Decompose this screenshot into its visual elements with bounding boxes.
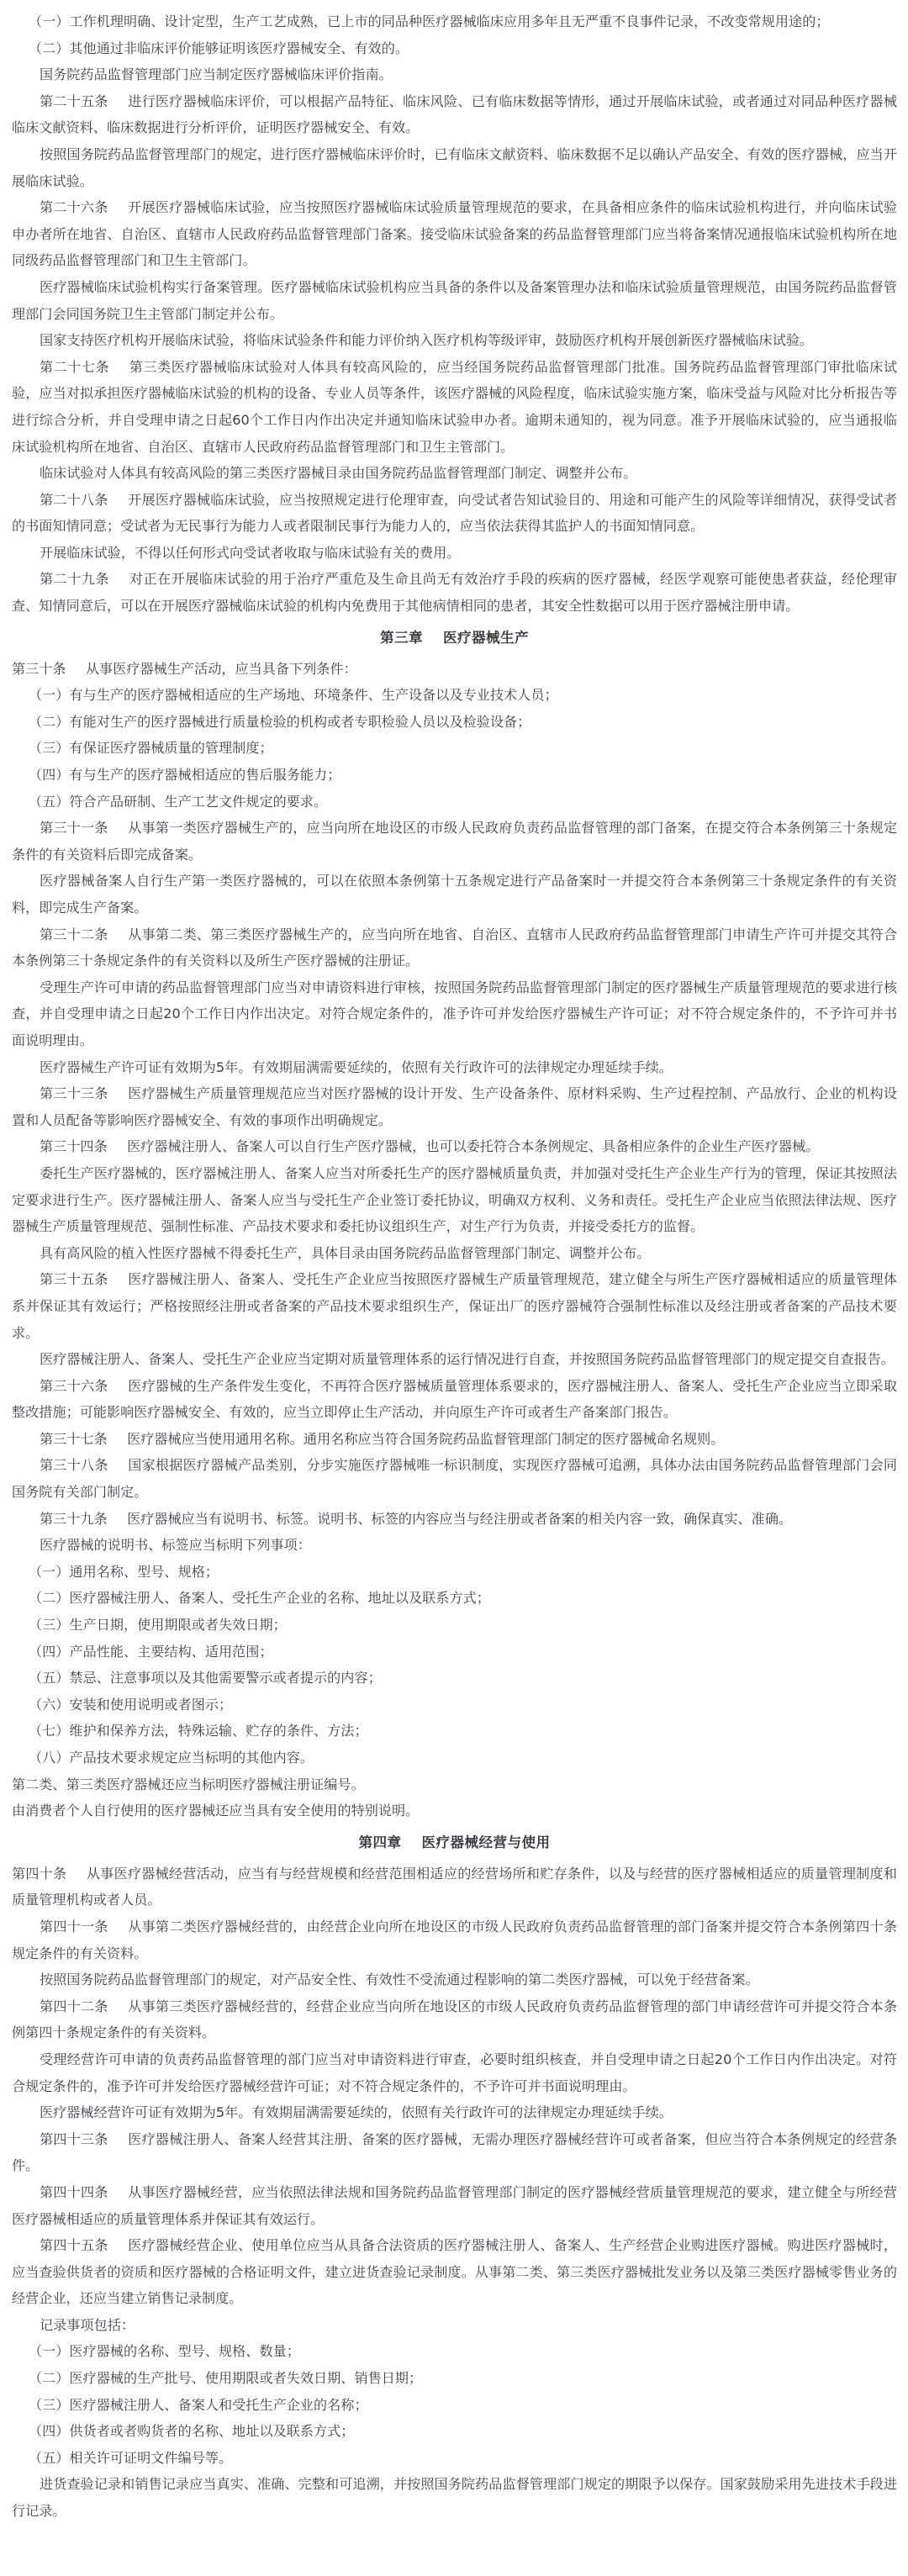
- list-item: [12, 1718, 897, 1745]
- body-paragraph: [12, 1771, 897, 1798]
- list-item: [12, 762, 897, 789]
- paragraph-text: 医疗器械临床试验机构实行备案管理。医疗器械临床试验机构应当具备的条件以及备案管理办法和临床试验质量管理规范，由国务院药品监督管理部门会同国务院卫生主管部门制定并公布。: [12, 278, 897, 322]
- article-label: 第三十九条: [40, 1510, 108, 1527]
- article-paragraph: [12, 88, 897, 141]
- paragraph-text: 委托生产医疗器械的，医疗器械注册人、备案人应当对所委托生产的医疗器械质量负责，并加强对受托生产企业生产行为的管理，保证其按照法定要求进行生产。医疗器械注册人、备案人应当与受托生产企业签订委托协议，明确双方权利、义务和责任。受托生产企业应当依照法律法规、医疗器械生产质量管理规范、强制性标准、产品技术要求和委托协议组织生产，对生产行为负责，并接受委托方的监督。: [12, 1164, 897, 1235]
- article-paragraph: [12, 815, 897, 868]
- article-text: 对正在开展临床试验的用于治疗严重危及生命且尚无有效治疗手段的疾病的医疗器械，经医学观察可能使患者获益，经伦理审查、知情同意后，可以在开展医疗器械临床试验的机构内免费用于其他病情相同的患者，其安全性数据可以用于医疗器械注册申请。: [12, 571, 898, 615]
- article-paragraph: [12, 1266, 897, 1346]
- chapter-heading: [12, 622, 897, 654]
- article-label: 第四十五条: [40, 2237, 108, 2254]
- article-label: 第三十六条: [40, 1377, 108, 1394]
- body-paragraph: [12, 2471, 897, 2524]
- paragraph-text: （五）相关许可证明文件编号等。: [29, 2449, 233, 2466]
- paragraph-text: （二）其他通过非临床评价能够证明该医疗器械安全、有效的。: [29, 40, 409, 56]
- paragraph-text: 国务院药品监督管理部门应当制定医疗器械临床评价指南。: [40, 66, 393, 83]
- body-paragraph: [12, 460, 897, 487]
- paragraph-text: （四）产品性能、主要结构、适用范围；: [29, 1643, 273, 1660]
- body-paragraph: [12, 1346, 897, 1373]
- article-paragraph: [12, 921, 897, 974]
- article-paragraph: [12, 1861, 897, 1914]
- paragraph-text: （六）安装和使用说明或者图示；: [29, 1696, 233, 1713]
- paragraph-text: （三）生产日期，使用期限或者失效日期；: [29, 1617, 287, 1634]
- list-item: [12, 709, 897, 736]
- paragraph-text: 按照国务院药品监督管理部门的规定，对产品安全性、有效性不受流通过程影响的第二类医疗器械，可以免于经营备案。: [40, 1972, 759, 1988]
- paragraph-text: （二）医疗器械的生产批号、使用期限或者失效日期、销售日期；: [29, 2370, 423, 2387]
- paragraph-text: 记录事项包括：: [40, 2316, 135, 2333]
- article-paragraph: [12, 1506, 897, 1533]
- article-paragraph: [12, 1914, 897, 1966]
- article-paragraph: [12, 2179, 897, 2232]
- article-text: 医疗器械注册人、备案人、受托生产企业应当按照医疗器械生产质量管理规范，建立健全与所生产医疗器械相适应的质量管理体系并保证其有效运行；严格按照经注册或者备案的产品技术要求组织生产，保证出厂的医疗器械符合强制性标准以及经注册或者备案的产品技术要求。: [12, 1271, 897, 1341]
- article-paragraph: [12, 1133, 897, 1160]
- body-paragraph: [12, 2099, 897, 2126]
- chapter-heading: [12, 1827, 897, 1859]
- chapter-name: 医疗器械生产: [443, 629, 529, 646]
- list-item: [12, 2365, 897, 2392]
- paragraph-text: （一）医疗器械的名称、型号、规格、数量；: [29, 2343, 300, 2360]
- article-paragraph: [12, 2126, 897, 2179]
- list-item: [12, 1745, 897, 1771]
- article-paragraph: [12, 1080, 897, 1133]
- article-text: 医疗器械注册人、备案人经营其注册、备案的医疗器械，无需办理医疗器械经营许可或者备案，但应当符合本条例规定的经营条件。: [12, 2130, 897, 2174]
- paragraph-text: 医疗器械的说明书、标签应当标明下列事项：: [40, 1537, 311, 1554]
- list-item: [12, 1639, 897, 1665]
- list-item: [12, 682, 897, 709]
- paragraph-text: 由消费者个人自行使用的医疗器械还应当具有安全使用的特别说明。: [12, 1803, 420, 1819]
- article-paragraph: [12, 1993, 897, 2046]
- article-label: 第三十一条: [40, 820, 108, 837]
- paragraph-text: 按照国务院药品监督管理部门的规定，进行医疗器械临床评价时，已有临床文献资料、临床数据不足以确认产品安全、有效的医疗器械，应当开展临床试验。: [12, 145, 897, 189]
- article-label: 第三十二条: [40, 926, 108, 942]
- article-label: 第二十六条: [40, 199, 108, 216]
- article-paragraph: [12, 1426, 897, 1453]
- body-paragraph: [12, 327, 897, 354]
- chapter-heading-wrapper: [12, 1827, 897, 1859]
- article-text: 开展医疗器械临床试验，应当按照医疗器械临床试验质量管理规范的要求，在具备相应条件的临床试验机构进行，并向临床试验申办者所在地省、自治区、直辖市人民政府药品监督管理部门备案。接受临床试验备案的药品监督管理部门应当将备案情况通报临床试验机构所在地同级药品监督管理部门和卫生主管部门。: [12, 199, 897, 269]
- article-label: 第四十四条: [40, 2183, 108, 2200]
- list-item: [12, 2445, 897, 2472]
- body-paragraph: [12, 868, 897, 921]
- article-paragraph: [12, 566, 897, 619]
- paragraph-text: （五）符合产品研制、生产工艺文件规定的要求。: [29, 793, 328, 810]
- paragraph-text: （三）医疗器械注册人、备案人和受托生产企业的名称；: [29, 2396, 368, 2413]
- paragraph-text: 医疗器械生产许可证有效期为5年。有效期届满需要延续的，依照有关行政许可的法律规定办理延续手续。: [40, 1058, 673, 1075]
- list-item: [12, 2338, 897, 2365]
- body-paragraph: [12, 1054, 897, 1081]
- paragraph-text: 医疗器械经营许可证有效期为5年。有效期届满需要延续的，依照有关行政许可的法律规定办理延续手续。: [40, 2104, 673, 2121]
- article-text: 医疗器械应当有说明书、标签。说明书、标签的内容应当与经注册或者备案的相关内容一致，确保真实、准确。: [127, 1510, 793, 1527]
- body-paragraph: [12, 2046, 897, 2099]
- list-item: [12, 1585, 897, 1612]
- article-label: 第二十九条: [40, 571, 110, 588]
- paragraph-text: （四）供货者或者购货者的名称、地址以及联系方式；: [29, 2423, 355, 2440]
- paragraph-text: （四）有与生产的医疗器械相适应的售后服务能力；: [29, 767, 341, 784]
- chapter-heading-wrapper: [12, 622, 897, 654]
- paragraph-text: （一）通用名称、型号、规格；: [29, 1563, 219, 1580]
- body-paragraph: [12, 1240, 897, 1267]
- paragraph-text: 受理生产许可申请的药品监督管理部门应当对申请资料进行审核，按照国务院药品监督管理部门制定的医疗器械生产质量管理规范的要求进行核查，并自受理申请之日起20个工作日内作出决定。对符合规定条件的，准予许可并发给医疗器械生产许可证；对不符合规定条件的，不予许可并书面说明理由。: [12, 979, 897, 1048]
- list-item: [12, 2418, 897, 2445]
- list-item: [12, 735, 897, 762]
- article-paragraph: [12, 1452, 897, 1505]
- paragraph-text: （一）工作机理明确、设计定型，生产工艺成熟，已上市的同品种医疗器械临床应用多年且无严重不良事件记录，不改变常规用途的；: [29, 13, 830, 29]
- article-text: 从事医疗器械经营，应当依照法律法规和国务院药品监督管理部门制定的医疗器械经营质量管理规范的要求，建立健全与所经营医疗器械相适应的质量管理体系并保证其有效运行。: [12, 2183, 897, 2227]
- article-text: 从事第二类医疗器械经营的，由经营企业向所在地设区的市级人民政府负责药品监督管理的部门备案并提交符合本条例第四十条规定条件的有关资料。: [12, 1918, 897, 1961]
- chapter-number: 第三章: [379, 629, 423, 646]
- paragraph-text: 医疗器械注册人、备案人、受托生产企业应当定期对质量管理体系的运行情况进行自查，并按照国务院药品监督管理部门的规定提交自查报告。: [40, 1351, 895, 1368]
- article-label: 第四十一条: [40, 1918, 108, 1935]
- body-paragraph: [12, 974, 897, 1054]
- paragraph-text: 受理经营许可申请的负责药品监督管理的部门应当对申请资料进行审查，必要时组织核查，并自受理申请之日起20个工作日内作出决定。对符合规定条件的，准予许可并发给医疗器械经营许可证；对不符合规定条件的，不予许可并书面说明理由。: [12, 2051, 897, 2094]
- chapter-name: 医疗器械经营与使用: [421, 1834, 551, 1850]
- article-text: 医疗器械的生产条件发生变化，不再符合医疗器械质量管理体系要求的，医疗器械注册人、备案人、受托生产企业应当立即采取整改措施；可能影响医疗器械安全、有效的，应当立即停止生产活动，并向原生产许可或者生产备案部门报告。: [12, 1377, 897, 1421]
- body-paragraph: [12, 61, 897, 88]
- article-text: 开展医疗器械临床试验，应当按照规定进行伦理审查，向受试者告知试验目的、用途和可能产生的风险等详细情况，获得受试者的书面知情同意；受试者为无民事行为能力人或者限制民事行为能力人的，应当依法获得其监护人的书面知情同意。: [12, 491, 897, 535]
- article-paragraph: [12, 354, 897, 460]
- chapter-number: 第四章: [358, 1834, 402, 1850]
- paragraph-text: 医疗器械备案人自行生产第一类医疗器械的，可以在依照本条例第十五条规定进行产品备案时一并提交符合本条例第三十条规定条件的有关资料，即完成生产备案。: [12, 873, 897, 916]
- list-item: [12, 1559, 897, 1586]
- article-label: 第四十二条: [40, 1998, 108, 2014]
- body-paragraph: [12, 141, 897, 194]
- paragraph-text: （八）产品技术要求规定应当标明的其他内容。: [29, 1750, 314, 1766]
- article-text: 从事第一类医疗器械生产的，应当向所在地设区的市级人民政府负责药品监督管理的部门备案，在提交符合本条例第三十条规定条件的有关资料后即完成备案。: [12, 820, 897, 863]
- article-text: 医疗器械经营企业、使用单位应当从具备合法资质的医疗器械注册人、备案人、生产经营企业购进医疗器械。购进医疗器械时，应当查验供货者的资质和医疗器械的合格证明文件，建立进货查验记录制度。从事第二类、第三类医疗器械批发业务以及第三类医疗器械零售业务的经营企业，还应当建立销售记录制度。: [12, 2237, 897, 2307]
- article-label: 第三十四条: [40, 1138, 108, 1155]
- paragraph-text: （二）有能对生产的医疗器械进行质量检验的机构或者专职检验人员以及检验设备；: [29, 713, 531, 730]
- article-label: 第四十条: [12, 1865, 67, 1882]
- article-text: 医疗器械生产质量管理规范应当对医疗器械的设计开发、生产设备条件、原材料采购、生产过程控制、产品放行、企业的机构设置和人员配备等影响医疗器械安全、有效的事项作出明确规定。: [12, 1085, 897, 1128]
- article-label: 第三十条: [12, 660, 66, 677]
- paragraph-text: 开展临床试验，不得以任何形式向受试者收取与临床试验有关的费用。: [40, 544, 461, 561]
- body-paragraph: [12, 1160, 897, 1240]
- article-text: 医疗器械应当使用通用名称。通用名称应当符合国务院药品监督管理部门制定的医疗器械命名规则。: [127, 1430, 725, 1447]
- article-label: 第二十七条: [40, 358, 110, 375]
- article-label: 第三十七条: [40, 1430, 108, 1447]
- article-label: 第二十五条: [40, 92, 108, 109]
- article-label: 第三十三条: [40, 1085, 108, 1102]
- paragraph-text: 进货查验记录和销售记录应当真实、准确、完整和可追溯，并按照国务院药品监督管理部门规定的期限予以保存。国家鼓励采用先进技术手段进行记录。: [12, 2476, 897, 2520]
- article-text: 医疗器械注册人、备案人可以自行生产医疗器械，也可以委托符合本条例规定、具备相应条件的企业生产医疗器械。: [127, 1138, 820, 1155]
- paragraph-text: 具有高风险的植入性医疗器械不得委托生产，具体目录由国务院药品监督管理部门制定、调整并公布。: [40, 1244, 651, 1261]
- list-item: [12, 2392, 897, 2419]
- paragraph-text: （三）有保证医疗器械质量的管理制度；: [29, 740, 273, 757]
- article-paragraph: [12, 2232, 897, 2312]
- article-label: 第三十八条: [40, 1457, 108, 1474]
- paragraph-text: （二）医疗器械注册人、备案人、受托生产企业的名称、地址以及联系方式；: [29, 1590, 490, 1607]
- article-text: 进行医疗器械临床评价，可以根据产品特征、临床风险、已有临床数据等情形，通过开展临床试验，或者通过对同品种医疗器械临床文献资料、临床数据进行分析评价，证明医疗器械安全、有效。: [12, 92, 897, 136]
- paragraph-text: （七）维护和保养方法，特殊运输、贮存的条件、方法；: [29, 1723, 368, 1739]
- paragraph-text: （五）禁忌、注意事项以及其他需要警示或者提示的内容；: [29, 1670, 382, 1687]
- list-item: [12, 35, 897, 62]
- body-paragraph: [12, 1532, 897, 1559]
- body-paragraph: [12, 540, 897, 567]
- article-text: 从事医疗器械经营活动，应当有与经营规模和经营范围相适应的经营场所和贮存条件，以及与经营的医疗器械相适应的质量管理制度和质量管理机构或者人员。: [12, 1865, 897, 1908]
- article-paragraph: [12, 194, 897, 274]
- paragraph-text: 临床试验对人体具有较高风险的第三类医疗器械目录由国务院药品监督管理部门制定、调整并公布。: [40, 465, 637, 482]
- article-paragraph: [12, 1373, 897, 1426]
- article-text: 从事医疗器械生产活动，应当具备下列条件：: [85, 660, 357, 677]
- body-paragraph: [12, 2312, 897, 2339]
- article-text: 国家根据医疗器械产品类别，分步实施医疗器械唯一标识制度，实现医疗器械可追溯，具体办法由国务院药品监督管理部门会同国务院有关部门制定。: [12, 1457, 897, 1501]
- article-label: 第二十八条: [40, 491, 108, 508]
- body-paragraph: [12, 1966, 897, 1993]
- list-item: [12, 1692, 897, 1718]
- article-paragraph: [12, 487, 897, 540]
- list-item: [12, 8, 897, 35]
- article-text: 从事第二类、第三类医疗器械生产的，应当向所在地省、自治区、直辖市人民政府药品监督管理部门申请生产许可并提交其符合本条例第三十条规定条件的有关资料以及所生产医疗器械的注册证。: [12, 926, 897, 969]
- list-item: [12, 1665, 897, 1692]
- paragraph-text: （一）有与生产的医疗器械相适应的生产场地、环境条件、生产设备以及专业技术人员；: [29, 687, 558, 704]
- body-paragraph: [12, 274, 897, 327]
- document-body: [12, 8, 897, 2525]
- list-item: [12, 1612, 897, 1639]
- paragraph-text: 国家支持医疗机构开展临床试验，将临床试验条件和能力评价纳入医疗机构等级评审，鼓励医疗机构开展创新医疗器械临床试验。: [40, 332, 814, 349]
- paragraph-text: 第二类、第三类医疗器械还应当标明医疗器械注册证编号。: [12, 1776, 365, 1792]
- article-paragraph: [12, 656, 897, 683]
- article-text: 第三类医疗器械临床试验对人体具有较高风险的，应当经国务院药品监督管理部门批准。国务院药品监督管理部门审批临床试验，应当对拟承担医疗器械临床试验的机构的设备、专业人员等条件，该医疗器械的风险程度，临床试验实施方案，临床受益与风险对比分析报告等进行综合分析，并自受理申请之日起60个工作日内作出决定并通知临床试验申办者。逾期未通知的，视为同意。准予开展临床试验的，应当通报临床试验机构所在地省、自治区、直辖市人民政府药品监督管理部门和卫生主管部门。: [12, 358, 898, 455]
- article-label: 第四十三条: [40, 2130, 108, 2147]
- article-label: 第三十五条: [40, 1271, 108, 1288]
- article-text: 从事第三类医疗器械经营的，经营企业应当向所在地设区的市级人民政府负责药品监督管理的部门申请经营许可并提交符合本条例第四十条规定条件的有关资料。: [12, 1998, 897, 2041]
- body-paragraph: [12, 1797, 897, 1824]
- list-item: [12, 789, 897, 816]
